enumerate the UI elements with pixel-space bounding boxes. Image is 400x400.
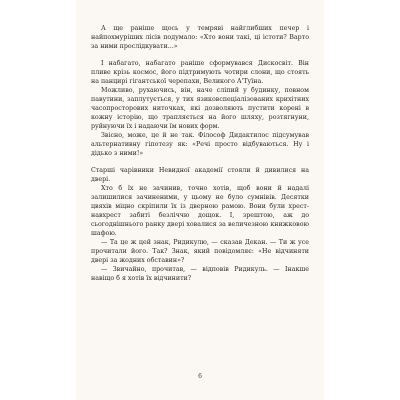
paragraph: І набагато, набагато раніше сформувався Дискосвіт. Він пливе крізь космос, його підтримують чотири слони, що стоять на панцирі гігантської черепахи, Великого А'Туїна. bbox=[91, 60, 309, 85]
paragraph: — Звичайно, прочитав, — відповів Ридикуль. — Інакше навіщо б я хотів їх відчинити? bbox=[91, 266, 309, 282]
section-gap bbox=[91, 51, 309, 59]
book-page bbox=[76, 0, 324, 400]
paragraph: А ще раніше щось у темряві найглибших печер і найпохмуріших лісів подумало: «Хто вони такі, ці істоти? Варто за ними прослідкувати...» bbox=[91, 25, 309, 50]
paragraph: Хто б їх не зачинив, точно хотів, щоб вони й надалі залишилися зачиненими, у цьому не було сумнівів. Десятки цвяхів міцно скріпили їх із дверною рамою. Вони були хрест-навхрест забиті безліччю дощок. І, зрештою, аж до сьогоднішнього ранку двері ховалися за величезною книжковою шафою. bbox=[91, 185, 309, 237]
section-discworld bbox=[91, 59, 309, 158]
paragraph: Старші чарівники Невидної академії стояли й дивилися на двері. bbox=[91, 167, 309, 183]
paragraph: Можливо, рухаючись, він, наче сліпий у будинку, повном павутини, заплутується, у тих язиковспеціалізованих крихітних часопросторових ниточках, які дозволяють пустити корені в кожну історію, що трапляється на його шляху, розтягнуни, руйнуючи їх і надаючи їм нових форм. bbox=[91, 87, 309, 130]
section-door bbox=[91, 166, 309, 283]
page-number: 6 bbox=[198, 373, 202, 380]
section-intro bbox=[91, 24, 309, 51]
paragraph: — Та це ж цей знак, Ридикулю, — сказав Декан. — Ти ж усе прочитали його. Так? Знак, який повідомляє: «Не відчиняти двері за жодних обставин»? bbox=[91, 239, 309, 264]
paragraph: Звісно, може, це й не так. Філософ Дидактилос підсумував альтернативну гіпотезу як: «Речі просто відбуваються. Ну і дідько з ними!» bbox=[91, 132, 309, 157]
section-gap bbox=[91, 158, 309, 166]
